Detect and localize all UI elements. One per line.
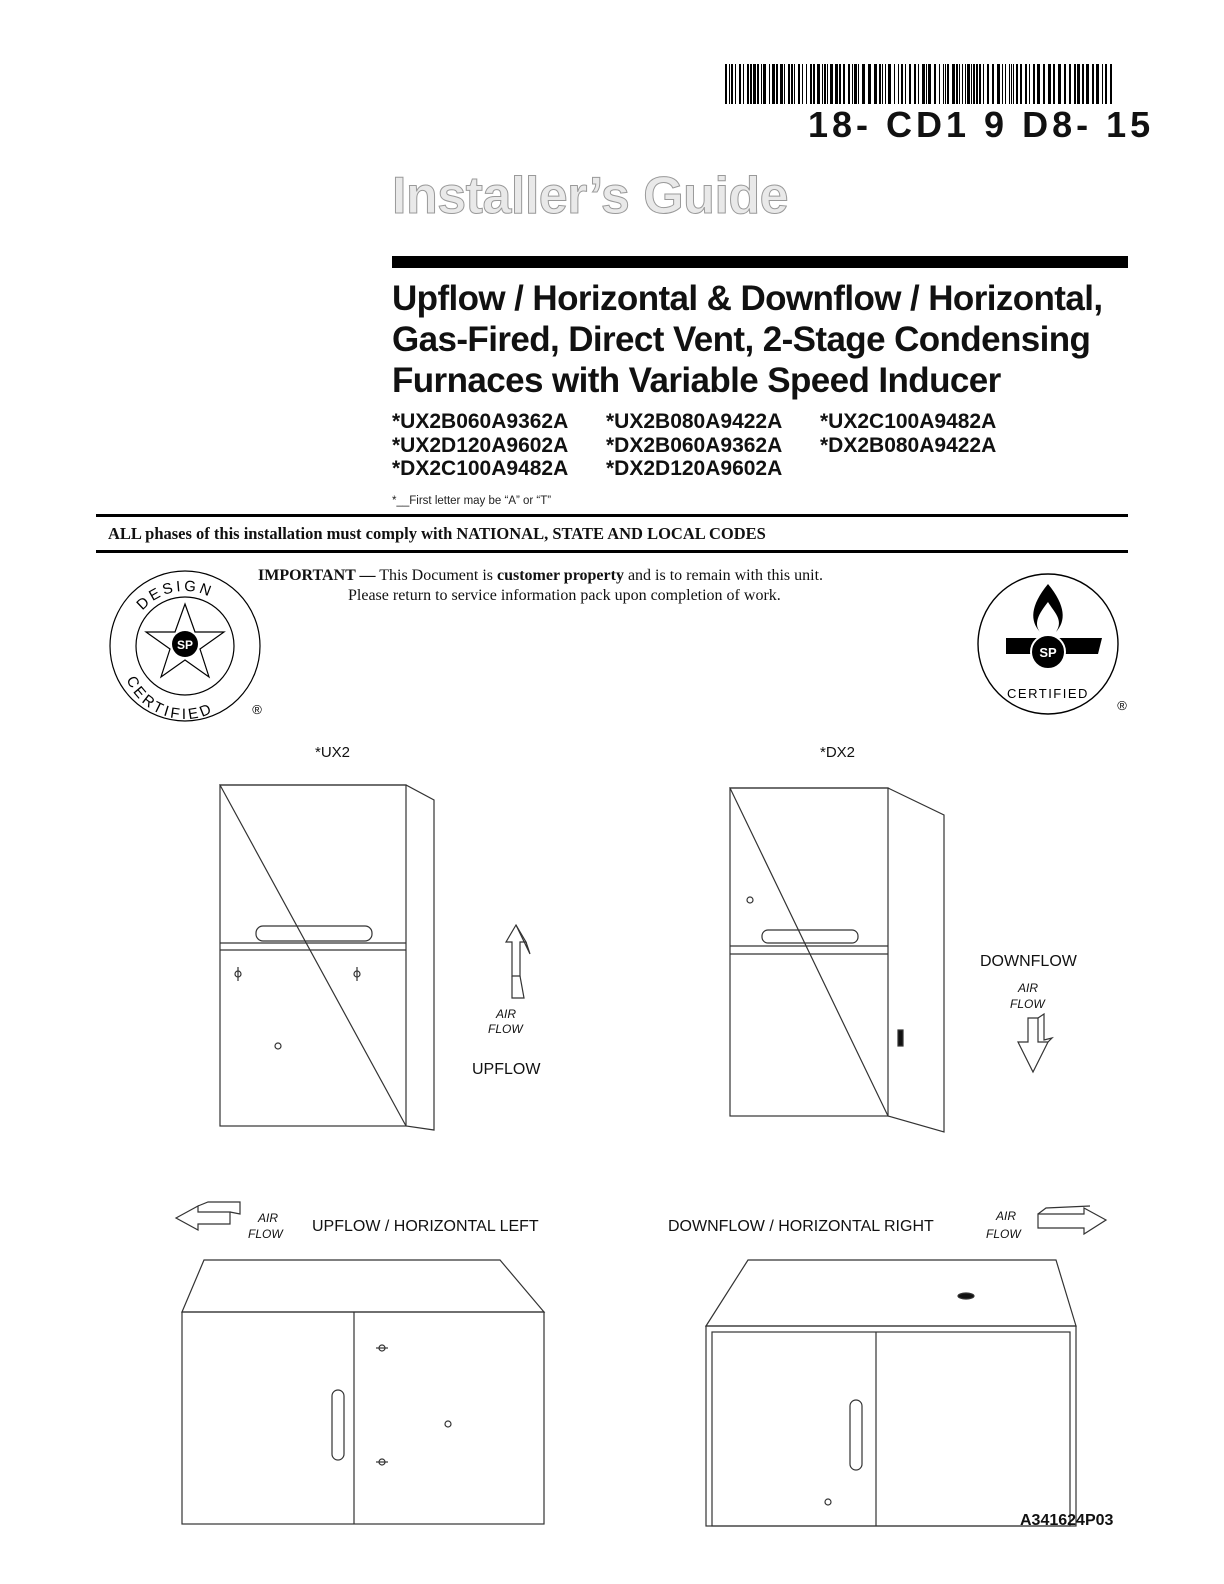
model-number: *UX2C100A9482A bbox=[820, 410, 997, 433]
upflow-horizontal-left-furnace-drawing bbox=[182, 1260, 544, 1524]
guide-title: Installer’s Guide bbox=[392, 167, 789, 225]
right-air-flow-arrow-icon bbox=[1038, 1206, 1106, 1234]
registered-mark: ® bbox=[252, 702, 262, 717]
important-notice bbox=[258, 566, 1018, 606]
downflow-horizontal-right-label: DOWNFLOW / HORIZONTAL RIGHT bbox=[668, 1218, 934, 1235]
dx2-label: *DX2 bbox=[820, 744, 856, 761]
model-footnote: *__First letter may be “A” or “T” bbox=[392, 495, 552, 507]
divider bbox=[96, 550, 1128, 553]
svg-text:CERTIFIED bbox=[123, 673, 217, 723]
headline-line: Upflow / Horizontal & Downflow / Horizontal, bbox=[392, 279, 1103, 318]
notice-emphasis: customer property bbox=[497, 567, 624, 584]
air-flow-label: AIR bbox=[258, 1211, 279, 1225]
model-number: *DX2B080A9422A bbox=[820, 433, 997, 457]
headline-line: Gas-Fired, Direct Vent, 2-Stage Condensing bbox=[392, 320, 1091, 359]
title-rule bbox=[392, 256, 1128, 268]
model-number: *DX2C100A9482A bbox=[392, 457, 569, 480]
air-flow-label: FLOW bbox=[248, 1227, 283, 1241]
upflow-label: UPFLOW bbox=[472, 1061, 541, 1078]
downflow-label: DOWNFLOW bbox=[980, 953, 1077, 970]
ux2-furnace-drawing bbox=[220, 744, 434, 1130]
compliance-statement: ALL phases of this installation must comply with NATIONAL, STATE AND LOCAL CODES bbox=[108, 524, 766, 543]
important-lead: IMPORTANT — bbox=[258, 567, 376, 584]
upflow-horizontal-left-label: UPFLOW / HORIZONTAL LEFT bbox=[312, 1218, 539, 1235]
svg-text:DESIGN bbox=[133, 578, 216, 614]
model-row bbox=[392, 410, 1132, 434]
model-number: *UX2B080A9422A bbox=[606, 410, 783, 433]
air-flow-label: AIR bbox=[996, 1209, 1017, 1223]
seal-text: CERTIFIED bbox=[1007, 686, 1089, 701]
headline-line: Furnaces with Variable Speed Inducer bbox=[392, 361, 1001, 400]
air-flow-label: FLOW bbox=[1010, 997, 1045, 1011]
model-number: *DX2B060A9362A bbox=[606, 433, 783, 457]
seal-text: DESIGN bbox=[133, 577, 217, 614]
downflow-horizontal-right-furnace-drawing bbox=[706, 1260, 1076, 1526]
model-list bbox=[392, 410, 1132, 481]
barcode bbox=[725, 64, 1115, 104]
air-flow-label: FLOW bbox=[488, 1022, 523, 1036]
model-number: *DX2D120A9602A bbox=[606, 457, 783, 480]
upflow-arrow-icon bbox=[506, 925, 530, 998]
registered-mark: ® bbox=[1117, 698, 1127, 713]
furnace-configurations-drawing bbox=[90, 740, 1150, 1540]
left-air-flow-arrow-icon bbox=[176, 1202, 240, 1230]
notice-text: and is to remain with this unit. bbox=[627, 567, 824, 584]
model-number: *UX2D120A9602A bbox=[392, 433, 569, 457]
ux2-label: *UX2 bbox=[315, 744, 351, 761]
model-number: *UX2B060A9362A bbox=[392, 410, 569, 433]
part-number: A341624P03 bbox=[1020, 1512, 1114, 1529]
downflow-arrow-icon bbox=[1018, 1014, 1052, 1072]
divider bbox=[96, 514, 1128, 517]
air-flow-label: AIR bbox=[496, 1007, 517, 1021]
design-certified-seal-icon bbox=[100, 566, 270, 726]
notice-text: This Document is bbox=[379, 567, 493, 584]
csa-flame-certified-seal-icon bbox=[970, 566, 1135, 726]
air-flow-label: FLOW bbox=[986, 1227, 1021, 1241]
model-row bbox=[392, 457, 1132, 481]
document-number: 18- CD1 9 D8- 15 bbox=[808, 104, 1155, 145]
headline bbox=[392, 278, 1132, 401]
notice-text: Please return to service information pack upon completion of work. bbox=[348, 587, 781, 604]
air-flow-label: AIR bbox=[1018, 981, 1039, 995]
seal-text: CERTIFIED bbox=[122, 673, 217, 724]
csa-mark: SP bbox=[176, 638, 194, 652]
model-row bbox=[392, 434, 1132, 458]
csa-mark: SP bbox=[1039, 645, 1057, 660]
dx2-furnace-drawing bbox=[730, 744, 944, 1132]
